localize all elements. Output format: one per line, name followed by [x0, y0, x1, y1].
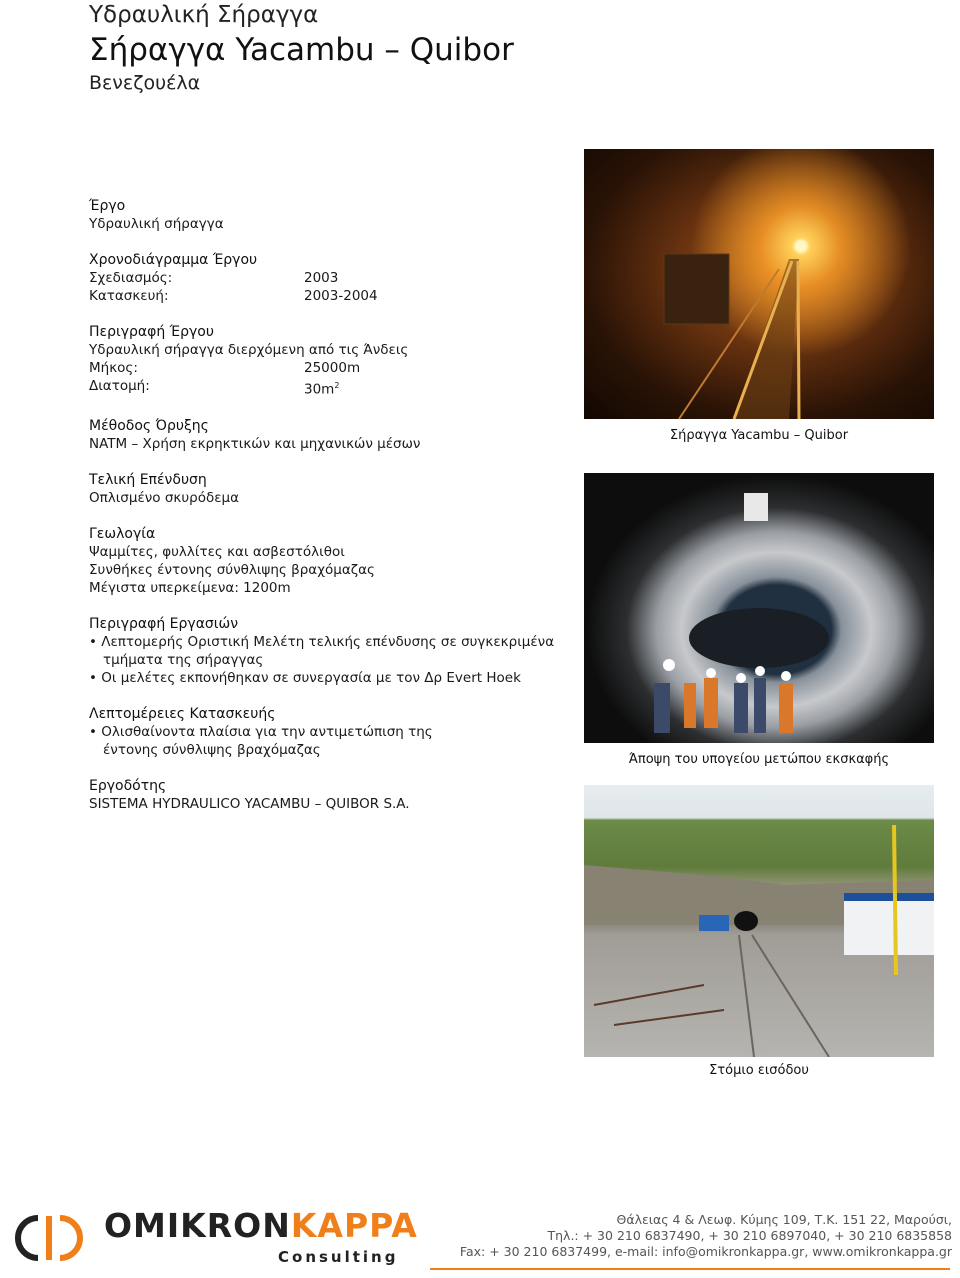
lining-heading: Τελική Επένδυση — [89, 471, 207, 488]
footer — [0, 1188, 960, 1278]
description-section — [89, 323, 559, 399]
cross-section-row — [89, 377, 559, 399]
logo-word-kappa: KAPPA — [290, 1206, 418, 1245]
details-section — [89, 705, 559, 759]
geology-line: Συνθήκες έντονης σύνθλιψης βραχόμαζας — [89, 561, 375, 578]
project-heading: Έργο — [89, 198, 126, 214]
client-section — [89, 777, 559, 813]
geology-line: Μέγιστα υπερκείμενα: 1200m — [89, 579, 291, 596]
works-section — [89, 615, 559, 687]
project-text: Υδραυλική σήραγγα — [89, 216, 224, 232]
address-line: Θάλειας 4 & Λεωφ. Κύμης 109, Τ.Κ. 151 22, Μαρούσι, — [616, 1212, 952, 1227]
workers-illustration — [584, 473, 934, 743]
document-title: Σήραγγα Yacambu – Quibor — [89, 32, 514, 68]
document-country: Βενεζουέλα — [89, 72, 201, 94]
portal-illustration — [584, 785, 934, 1057]
length-value: 25000m — [304, 360, 361, 376]
cross-section-label: Διατομή: — [89, 378, 150, 394]
details-heading: Λεπτομέρειες Κατασκευής — [89, 705, 276, 722]
excavation-face-photo — [584, 473, 934, 743]
details-bullet: • Ολισθαίνοντα πλαίσια για την αντιμετώπιση της έντονης σύνθλιψης βραχόμαζας — [89, 723, 433, 758]
client-heading: Εργοδότης — [89, 777, 167, 794]
phone-line: Τηλ.: + 30 210 6837490, + 30 210 6897040, + 30 210 6835858 — [547, 1228, 952, 1243]
method-heading: Μέθοδος Όρυξης — [89, 417, 209, 434]
schedule-label: Σχεδιασμός: — [89, 270, 173, 286]
works-bullet: • Λεπτομερής Οριστική Μελέτη τελικής επένδυσης σε συγκεκριμένα τμήματα της σήραγγας — [89, 633, 555, 668]
schedule-section — [89, 251, 559, 305]
lining-text: Οπλισμένο σκυρόδεμα — [89, 489, 240, 506]
fax-email-line: Fax: + 30 210 6837499, e-mail: info@omikronkappa.gr, www.omikronkappa.gr — [459, 1244, 952, 1259]
method-text: NATM – Χρήση εκρηκτικών και μηχανικών μέσων — [89, 435, 421, 452]
geology-section — [89, 525, 559, 597]
length-label: Μήκος: — [89, 360, 138, 376]
length-row — [89, 359, 559, 377]
lining-section — [89, 471, 559, 507]
geology-heading: Γεωλογία — [89, 525, 156, 542]
logo-subtitle: Consulting — [278, 1248, 399, 1266]
photo-caption: Σήραγγα Yacambu – Quibor — [669, 428, 849, 443]
contact-info — [460, 1212, 952, 1260]
photo-caption: Άποψη του υπογείου μετώπου εκσκαφής — [628, 752, 890, 767]
schedule-value: 2003-2004 — [304, 288, 378, 304]
schedule-row — [89, 269, 559, 287]
schedule-label: Κατασκευή: — [89, 288, 169, 304]
schedule-value: 2003 — [304, 270, 339, 286]
method-section — [89, 417, 559, 453]
cross-section-number: 30m — [304, 381, 335, 398]
footer-divider — [430, 1268, 950, 1270]
omikronkappa-logo-icon — [8, 1210, 88, 1266]
company-logo-text — [104, 1206, 418, 1245]
tunnel-photo — [584, 149, 934, 419]
portal-entrance-photo — [584, 785, 934, 1057]
tunnel-rails-illustration — [584, 149, 934, 419]
works-heading: Περιγραφή Εργασιών — [89, 615, 239, 632]
description-text: Υδραυλική σήραγγα διερχόμενη από τις Άνδεις — [89, 342, 409, 358]
project-info — [89, 197, 559, 831]
schedule-row — [89, 287, 559, 305]
description-heading: Περιγραφή Έργου — [89, 324, 214, 340]
photo-caption: Στόμιο εισόδου — [709, 1063, 809, 1078]
cross-section-value — [304, 377, 339, 399]
schedule-heading: Χρονοδιάγραμμα Έργου — [89, 252, 258, 268]
geology-line: Ψαμμίτες, φυλλίτες και ασβεστόλιθοι — [89, 543, 345, 560]
works-bullet: • Οι μελέτες εκπονήθηκαν σε συνεργασία με τον Δρ Evert Hoek — [89, 669, 521, 686]
document-category: Υδραυλική Σήραγγα — [89, 2, 319, 28]
logo-word-omikron: OMIKRON — [104, 1206, 291, 1245]
cross-section-exponent: 2 — [334, 381, 340, 390]
client-text: SISTEMA HYDRAULICO YACAMBU – QUIBOR S.A. — [89, 795, 410, 812]
project-section — [89, 197, 559, 233]
